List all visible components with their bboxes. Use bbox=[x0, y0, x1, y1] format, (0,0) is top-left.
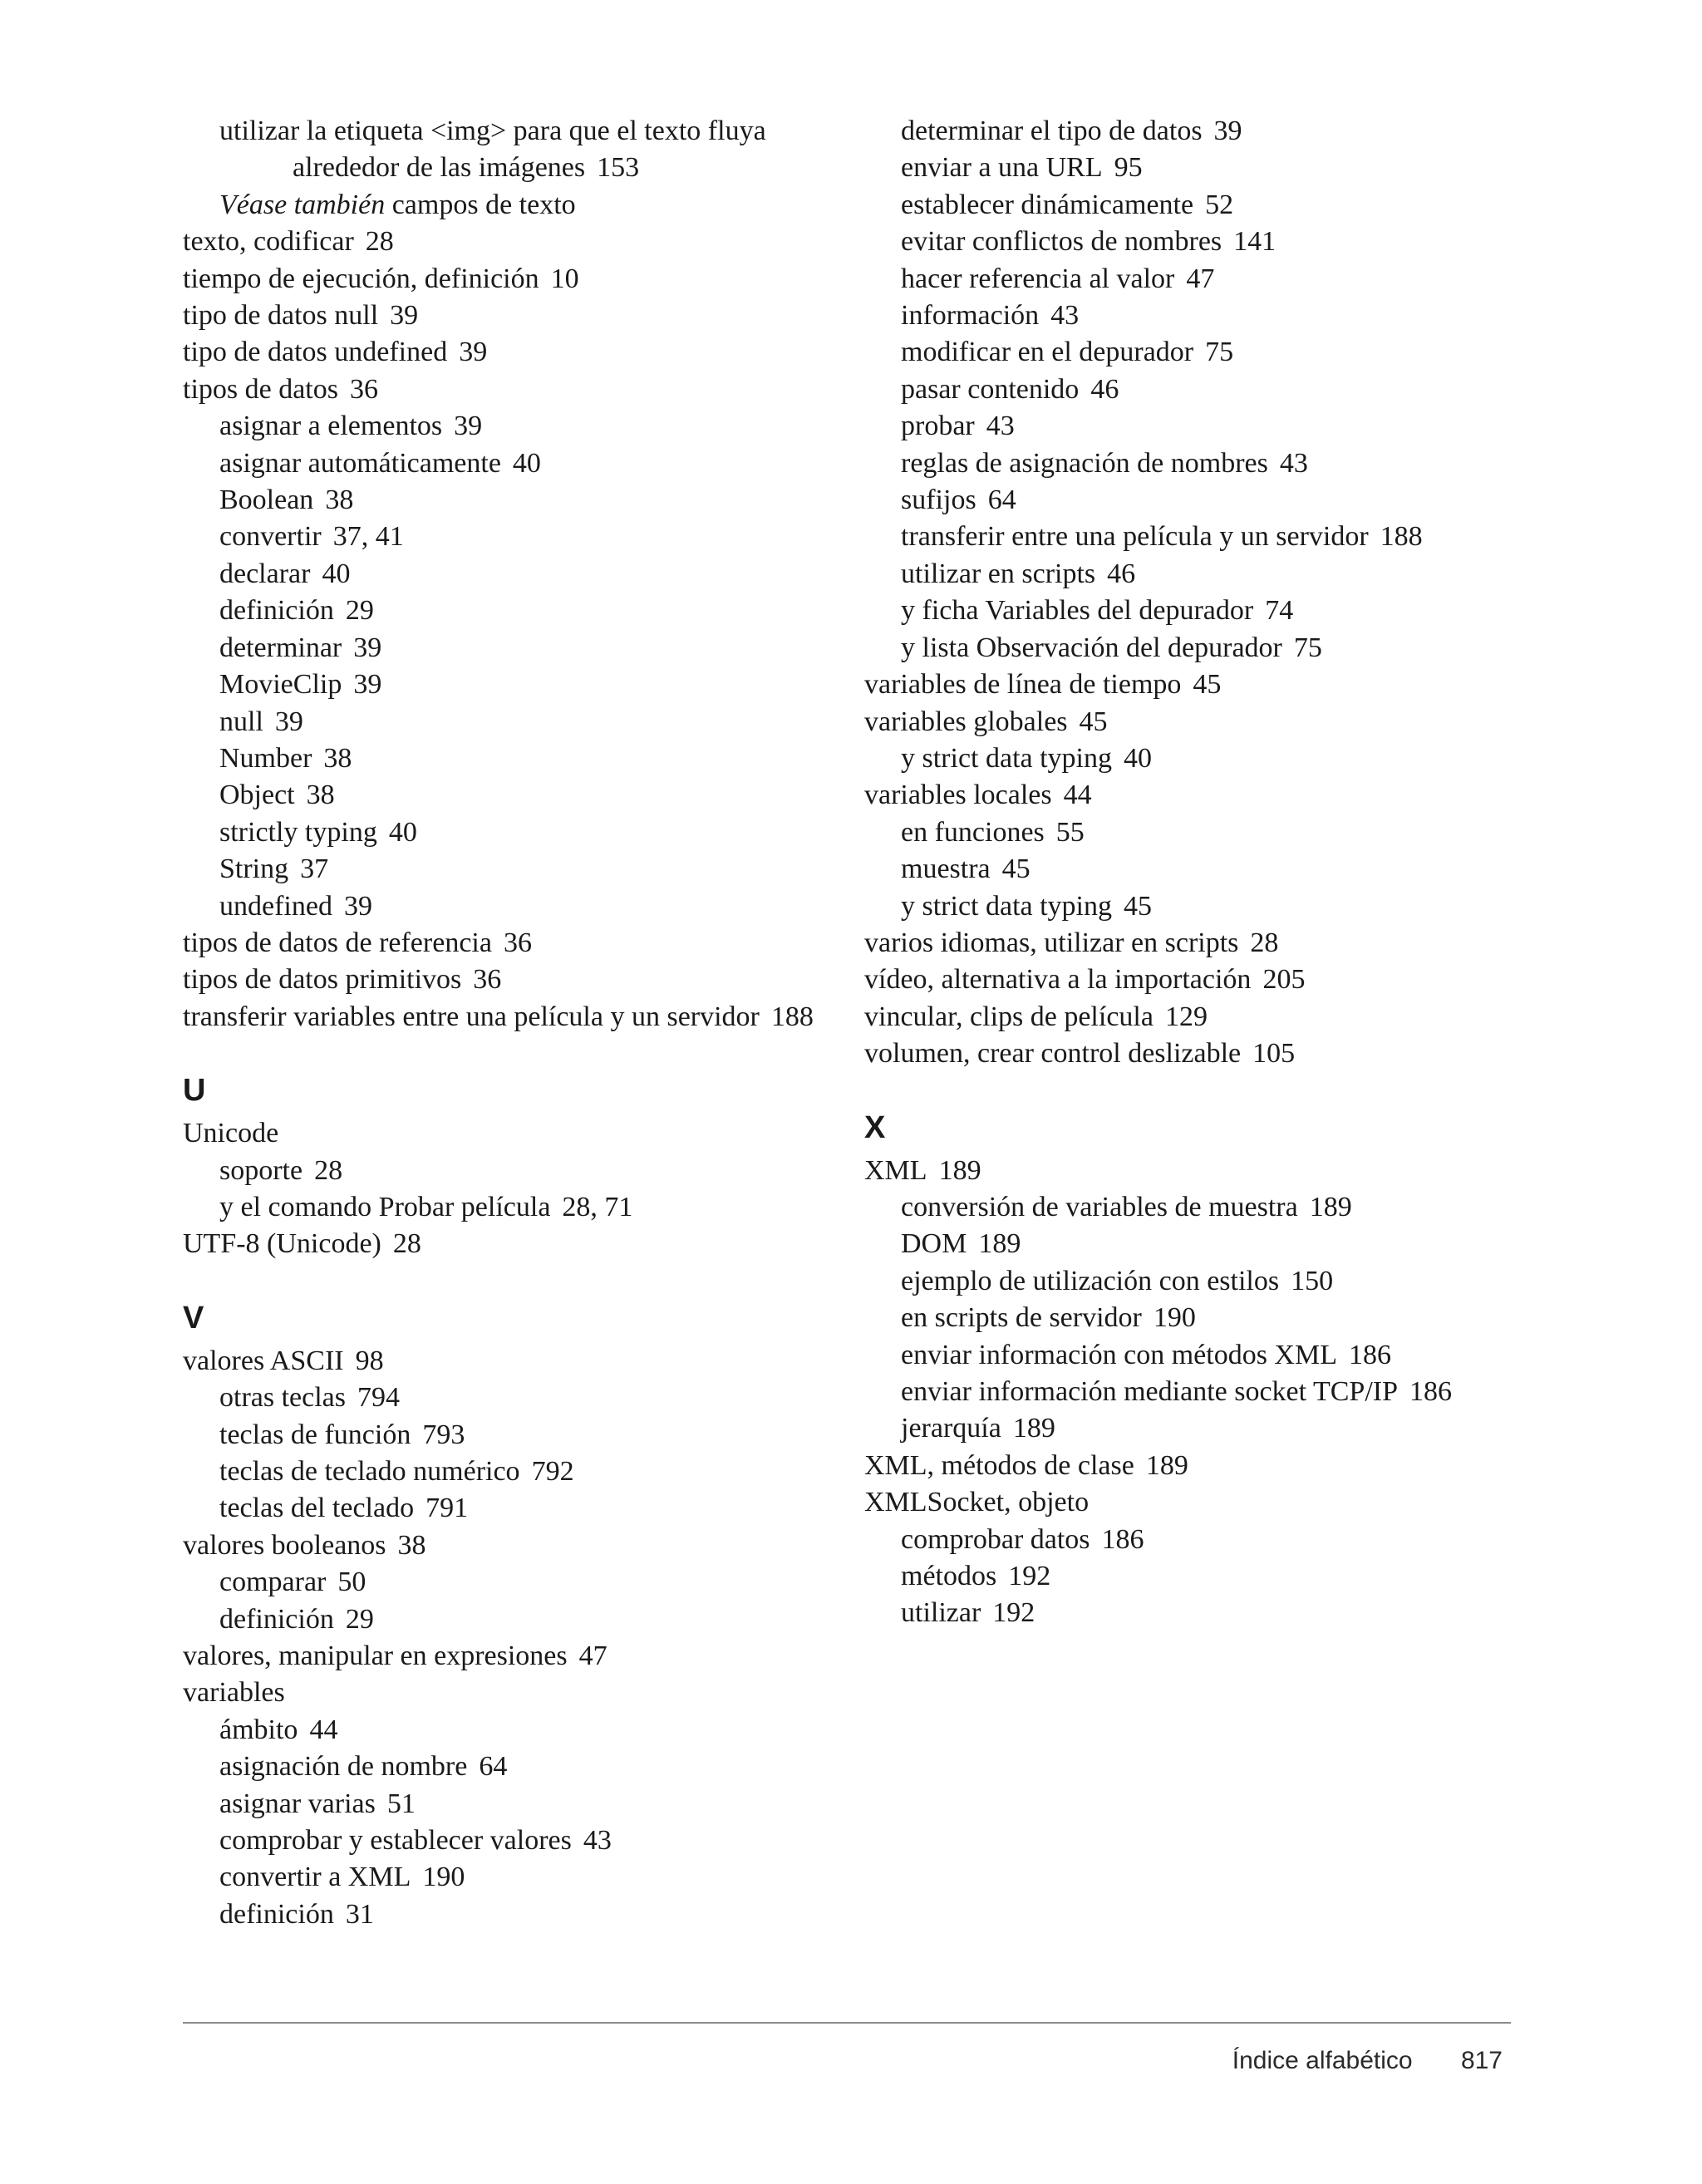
entry-term: enviar a una URL bbox=[901, 152, 1103, 184]
entry-page-refs: 95 bbox=[1114, 152, 1143, 184]
entry-term: XMLSocket, objeto bbox=[864, 1487, 1090, 1518]
index-entry bbox=[183, 298, 848, 334]
entry-page-refs: 28 bbox=[365, 226, 394, 258]
index-subentry bbox=[864, 630, 1529, 667]
index-column-right bbox=[864, 113, 1529, 1632]
entry-term: asignación de nombre bbox=[219, 1751, 468, 1783]
entry-term: strictly typing bbox=[219, 816, 377, 848]
index-entry bbox=[183, 261, 848, 298]
entry-term: tipos de datos de referencia bbox=[183, 927, 492, 958]
entry-term: teclas de teclado numérico bbox=[219, 1456, 520, 1487]
index-entry bbox=[864, 925, 1529, 962]
entry-term: volumen, crear control deslizable bbox=[864, 1038, 1242, 1070]
index-subentry bbox=[183, 556, 848, 593]
index-entry bbox=[183, 999, 848, 1035]
index-letter-heading: V bbox=[183, 1300, 204, 1335]
index-subentry bbox=[864, 224, 1529, 260]
index-column-left bbox=[183, 113, 848, 1933]
entry-page-refs: 792 bbox=[531, 1456, 574, 1487]
entry-term: XML, métodos de clase bbox=[864, 1449, 1134, 1481]
entry-term: teclas de función bbox=[219, 1419, 411, 1450]
index-subentry bbox=[864, 371, 1529, 408]
entry-term: utilizar bbox=[901, 1597, 981, 1629]
entry-page-refs: 51 bbox=[386, 1788, 416, 1819]
entry-page-refs: 47 bbox=[1186, 263, 1215, 294]
entry-page-refs: 44 bbox=[1063, 780, 1092, 811]
entry-page-refs: 38 bbox=[306, 780, 335, 811]
entry-term: probar bbox=[901, 411, 975, 442]
entry-page-refs: 192 bbox=[1008, 1561, 1051, 1592]
index-entry bbox=[183, 371, 848, 408]
index-entry bbox=[183, 334, 848, 371]
entry-term: alrededor de las imágenes bbox=[293, 152, 586, 184]
index-subentry bbox=[183, 667, 848, 703]
index-entry bbox=[864, 1448, 1529, 1484]
entry-term: transferir entre una película y un servidor bbox=[901, 521, 1369, 553]
entry-page-refs: 75 bbox=[1293, 632, 1322, 663]
entry-term: asignar a elementos bbox=[219, 411, 443, 442]
entry-term: DOM bbox=[901, 1228, 967, 1260]
entry-term: pasar contenido bbox=[901, 373, 1080, 405]
index-entry bbox=[183, 925, 848, 962]
entry-term: en funciones bbox=[901, 816, 1045, 848]
entry-page-refs: 791 bbox=[426, 1493, 469, 1524]
entry-term: String bbox=[219, 853, 289, 885]
entry-page-refs: 45 bbox=[1001, 853, 1031, 885]
entry-page-refs: 64 bbox=[987, 485, 1016, 516]
entry-page-refs: 37 bbox=[300, 853, 329, 885]
entry-page-refs: 74 bbox=[1265, 595, 1294, 627]
entry-page-refs: 189 bbox=[978, 1228, 1021, 1260]
index-entry bbox=[183, 1527, 848, 1564]
entry-page-refs: 47 bbox=[578, 1640, 608, 1672]
entry-page-refs: 39 bbox=[454, 411, 483, 442]
entry-page-refs: 40 bbox=[512, 447, 541, 479]
entry-term: variables bbox=[183, 1677, 285, 1709]
index-subentry bbox=[183, 1822, 848, 1859]
index-subentry bbox=[183, 445, 848, 482]
entry-page-refs: 190 bbox=[1153, 1302, 1196, 1334]
page-footer bbox=[1232, 2044, 1503, 2078]
entry-page-refs: 39 bbox=[274, 706, 303, 737]
index-entry bbox=[864, 667, 1529, 703]
entry-page-refs: 29 bbox=[345, 595, 374, 627]
entry-page-refs: 45 bbox=[1079, 706, 1108, 737]
index-subentry bbox=[864, 445, 1529, 482]
entry-term: ejemplo de utilización con estilos bbox=[901, 1265, 1280, 1296]
entry-page-refs: 189 bbox=[1012, 1413, 1055, 1444]
entry-term: determinar el tipo de datos bbox=[901, 116, 1203, 146]
index-subentry bbox=[183, 1601, 848, 1638]
index-subentry bbox=[183, 1490, 848, 1527]
entry-page-refs: 45 bbox=[1193, 669, 1222, 701]
entry-term: UTF-8 (Unicode) bbox=[183, 1228, 381, 1260]
entry-term: variables locales bbox=[864, 780, 1052, 811]
entry-page-refs: 38 bbox=[323, 742, 352, 774]
entry-term: evitar conflictos de nombres bbox=[901, 226, 1222, 258]
entry-term: otras teclas bbox=[219, 1382, 346, 1414]
entry-term: valores ASCII bbox=[183, 1345, 344, 1376]
entry-page-refs: 189 bbox=[1309, 1191, 1352, 1222]
entry-page-refs: 43 bbox=[1279, 447, 1308, 479]
entry-page-refs: 189 bbox=[1145, 1449, 1188, 1481]
index-subentry bbox=[183, 1712, 848, 1749]
entry-page-refs: 46 bbox=[1107, 558, 1136, 589]
entry-term: undefined bbox=[219, 890, 332, 922]
index-subentry bbox=[864, 593, 1529, 629]
entry-term: asignar varias bbox=[219, 1788, 376, 1819]
entry-page-refs: 189 bbox=[938, 1154, 981, 1186]
entry-term: variables globales bbox=[864, 706, 1068, 737]
index-subentry bbox=[864, 1189, 1529, 1226]
entry-page-refs: 50 bbox=[337, 1567, 366, 1598]
entry-page-refs: 105 bbox=[1252, 1038, 1296, 1070]
index-entry bbox=[183, 962, 848, 998]
index-subentry bbox=[183, 777, 848, 814]
entry-term: XML bbox=[864, 1154, 927, 1186]
entry-term: utilizar en scripts bbox=[901, 558, 1096, 589]
entry-term: tiempo de ejecución, definición bbox=[183, 263, 539, 294]
entry-term: vídeo, alternativa a la importación bbox=[864, 964, 1252, 996]
index-subentry bbox=[183, 150, 848, 186]
entry-term: MovieClip bbox=[219, 669, 342, 701]
index-subentry bbox=[183, 1786, 848, 1822]
entry-page-refs: 36 bbox=[503, 927, 532, 958]
index-subentry bbox=[183, 740, 848, 777]
entry-term: variables de línea de tiempo bbox=[864, 669, 1182, 701]
entry-term: tipos de datos bbox=[183, 373, 338, 405]
index-subentry bbox=[864, 1300, 1529, 1336]
index-subentry bbox=[864, 1595, 1529, 1631]
index-subentry bbox=[183, 1454, 848, 1490]
entry-page-refs: 75 bbox=[1205, 337, 1234, 368]
entry-page-refs: 43 bbox=[1050, 300, 1080, 332]
index-subentry bbox=[864, 519, 1529, 555]
entry-term: tipos de datos primitivos bbox=[183, 964, 462, 996]
entry-page-refs: 36 bbox=[473, 964, 502, 996]
entry-page-refs: 793 bbox=[422, 1419, 465, 1450]
entry-page-refs: 40 bbox=[388, 816, 417, 848]
index-subentry bbox=[183, 1564, 848, 1601]
entry-term: declarar bbox=[219, 558, 311, 589]
entry-page-refs: 36 bbox=[349, 373, 378, 405]
entry-page-refs: 28 bbox=[392, 1228, 421, 1260]
entry-page-refs: 188 bbox=[1380, 521, 1423, 553]
index-entry bbox=[864, 1035, 1529, 1072]
entry-term: ámbito bbox=[219, 1714, 298, 1745]
index-subentry bbox=[864, 1226, 1529, 1262]
entry-page-refs: 39 bbox=[353, 632, 382, 663]
index-subentry bbox=[864, 408, 1529, 445]
index-subentry bbox=[183, 593, 848, 629]
entry-page-refs: 39 bbox=[459, 337, 488, 368]
entry-page-refs: 29 bbox=[345, 1603, 374, 1635]
entry-page-refs: 186 bbox=[1101, 1523, 1144, 1555]
entry-page-refs: 188 bbox=[770, 1001, 814, 1032]
entry-term: Unicode bbox=[183, 1118, 279, 1149]
index-subentry bbox=[183, 1749, 848, 1785]
index-entry bbox=[183, 1675, 848, 1711]
entry-term: tipo de datos null bbox=[183, 300, 379, 332]
entry-page-refs: 150 bbox=[1291, 1265, 1334, 1296]
index-subentry bbox=[183, 888, 848, 925]
index-entry bbox=[183, 1638, 848, 1675]
index-subentry bbox=[183, 704, 848, 740]
entry-term: y el comando Probar película bbox=[219, 1191, 551, 1222]
entry-term: convertir bbox=[219, 521, 322, 553]
index-letter-heading: U bbox=[183, 1073, 206, 1109]
index-subentry bbox=[183, 1859, 848, 1896]
entry-page-refs: 38 bbox=[397, 1529, 426, 1561]
index-subentry bbox=[864, 1522, 1529, 1558]
entry-term: varios idiomas, utilizar en scripts bbox=[864, 927, 1239, 958]
entry-term: métodos bbox=[901, 1561, 997, 1592]
index-entry bbox=[864, 777, 1529, 814]
index-subentry bbox=[183, 1380, 848, 1416]
entry-page-refs: 39 bbox=[390, 300, 419, 332]
entry-term: teclas del teclado bbox=[219, 1493, 415, 1524]
entry-term: texto, codificar bbox=[183, 226, 354, 258]
entry-page-refs: 43 bbox=[583, 1825, 612, 1857]
entry-term: vincular, clips de película bbox=[864, 1001, 1154, 1032]
index-letter-heading: X bbox=[864, 1109, 886, 1145]
index-subentry bbox=[183, 1896, 848, 1933]
entry-page-refs: 129 bbox=[1164, 1001, 1208, 1032]
entry-page-refs: 31 bbox=[345, 1898, 374, 1930]
index-subentry bbox=[864, 150, 1529, 186]
index-entry bbox=[864, 962, 1529, 998]
index-subentry bbox=[864, 1410, 1529, 1447]
entry-term: y strict data typing bbox=[901, 890, 1113, 922]
index-entry bbox=[183, 224, 848, 260]
index-see-also bbox=[183, 187, 848, 224]
entry-page-refs: 190 bbox=[422, 1862, 465, 1893]
entry-page-refs: 98 bbox=[355, 1345, 384, 1376]
entry-term: determinar bbox=[219, 632, 342, 663]
entry-term: sufijos bbox=[901, 485, 976, 516]
index-subentry bbox=[864, 482, 1529, 519]
index-entry bbox=[183, 1343, 848, 1380]
entry-page-refs: 186 bbox=[1409, 1376, 1453, 1407]
entry-term: enviar información con métodos XML bbox=[901, 1339, 1337, 1370]
index-subentry bbox=[864, 851, 1529, 888]
entry-page-refs: 39 bbox=[353, 669, 382, 701]
entry-term: conversión de variables de muestra bbox=[901, 1191, 1298, 1222]
entry-term: soporte bbox=[219, 1154, 303, 1186]
entry-page-refs: 39 bbox=[1213, 116, 1242, 146]
index-subentry bbox=[864, 556, 1529, 593]
index-entry bbox=[183, 1115, 848, 1152]
entry-page-refs: 186 bbox=[1348, 1339, 1391, 1370]
see-also-target: campos de texto bbox=[391, 189, 576, 220]
entry-page-refs: 46 bbox=[1090, 373, 1119, 405]
index-subentry bbox=[864, 261, 1529, 298]
entry-term: Object bbox=[219, 780, 295, 811]
entry-term: tipo de datos undefined bbox=[183, 337, 448, 368]
index-entry bbox=[864, 1484, 1529, 1521]
entry-term: comparar bbox=[219, 1567, 327, 1598]
index-subentry bbox=[864, 1374, 1529, 1410]
footer-rule bbox=[183, 2022, 1511, 2024]
entry-page-refs: 64 bbox=[479, 1751, 508, 1783]
index-subentry bbox=[183, 519, 848, 555]
entry-page-refs: 192 bbox=[992, 1597, 1035, 1629]
entry-term: información bbox=[901, 300, 1040, 332]
entry-term: reglas de asignación de nombres bbox=[901, 447, 1268, 479]
entry-term: modificar en el depurador bbox=[901, 337, 1194, 368]
entry-page-refs: 37, 41 bbox=[332, 521, 404, 553]
entry-page-refs: 40 bbox=[322, 558, 351, 589]
entry-term: null bbox=[219, 706, 263, 737]
index-entry bbox=[864, 1153, 1529, 1189]
index-subentry bbox=[864, 740, 1529, 777]
entry-term: en scripts de servidor bbox=[901, 1302, 1142, 1334]
entry-page-refs: 28, 71 bbox=[562, 1191, 633, 1222]
see-also-label: Véase también bbox=[219, 189, 386, 220]
entry-page-refs: 153 bbox=[597, 152, 640, 184]
index-subentry bbox=[864, 1558, 1529, 1595]
entry-term: comprobar datos bbox=[901, 1523, 1090, 1555]
entry-term: enviar información mediante socket TCP/IP bbox=[901, 1376, 1399, 1407]
index-subentry bbox=[183, 1189, 848, 1226]
entry-term: jerarquía bbox=[901, 1413, 1001, 1444]
index-subentry bbox=[183, 814, 848, 851]
index-subentry bbox=[183, 482, 848, 519]
index-subentry bbox=[864, 334, 1529, 371]
entry-page-refs: 141 bbox=[1233, 226, 1276, 258]
index-subentry bbox=[864, 888, 1529, 925]
index-entry bbox=[864, 999, 1529, 1035]
entry-page-refs: 28 bbox=[314, 1154, 343, 1186]
index-subentry bbox=[183, 630, 848, 667]
entry-term: y strict data typing bbox=[901, 742, 1113, 774]
index-subentry bbox=[864, 113, 1529, 150]
entry-term: definición bbox=[219, 595, 334, 627]
entry-term: definición bbox=[219, 1898, 334, 1930]
entry-term: y lista Observación del depurador bbox=[901, 632, 1282, 663]
index-subentry bbox=[183, 408, 848, 445]
index-subentry bbox=[864, 298, 1529, 334]
entry-term: y ficha Variables del depurador bbox=[901, 595, 1254, 627]
page-number: 817 bbox=[1460, 2047, 1503, 2074]
entry-term: comprobar y establecer valores bbox=[219, 1825, 572, 1857]
entry-term: definición bbox=[219, 1603, 334, 1635]
entry-term: utilizar la etiqueta <img> para que el texto fluya bbox=[219, 116, 766, 146]
entry-page-refs: 55 bbox=[1055, 816, 1085, 848]
entry-page-refs: 28 bbox=[1250, 927, 1279, 958]
index-subentry bbox=[864, 1263, 1529, 1300]
index-subentry bbox=[864, 187, 1529, 224]
entry-page-refs: 40 bbox=[1124, 742, 1153, 774]
entry-term: convertir a XML bbox=[219, 1862, 411, 1893]
index-subentry bbox=[183, 1417, 848, 1454]
footer-section-title: Índice alfabético bbox=[1232, 2047, 1413, 2074]
entry-page-refs: 794 bbox=[357, 1382, 400, 1414]
index-subentry bbox=[864, 814, 1529, 851]
index-subentry bbox=[183, 1153, 848, 1189]
entry-term: Boolean bbox=[219, 485, 314, 516]
entry-page-refs: 205 bbox=[1262, 964, 1306, 996]
entry-term: valores, manipular en expresiones bbox=[183, 1640, 568, 1672]
index-entry bbox=[864, 704, 1529, 740]
entry-page-refs: 38 bbox=[325, 485, 354, 516]
entry-term: valores booleanos bbox=[183, 1529, 386, 1561]
index-entry bbox=[183, 1226, 848, 1262]
entry-term: muestra bbox=[901, 853, 991, 885]
entry-page-refs: 10 bbox=[550, 263, 579, 294]
entry-page-refs: 43 bbox=[986, 411, 1015, 442]
entry-term: transferir variables entre una película y un servidor bbox=[183, 1001, 760, 1032]
entry-page-refs: 52 bbox=[1205, 189, 1234, 220]
entry-page-refs: 44 bbox=[309, 1714, 338, 1745]
entry-page-refs: 39 bbox=[343, 890, 372, 922]
entry-term: hacer referencia al valor bbox=[901, 263, 1175, 294]
index-subentry bbox=[864, 1337, 1529, 1374]
entry-page-refs: 45 bbox=[1124, 890, 1153, 922]
index-subentry bbox=[183, 113, 848, 150]
entry-term: asignar automáticamente bbox=[219, 447, 501, 479]
entry-term: Number bbox=[219, 742, 312, 774]
index-subentry bbox=[183, 851, 848, 888]
entry-term: establecer dinámicamente bbox=[901, 189, 1194, 220]
